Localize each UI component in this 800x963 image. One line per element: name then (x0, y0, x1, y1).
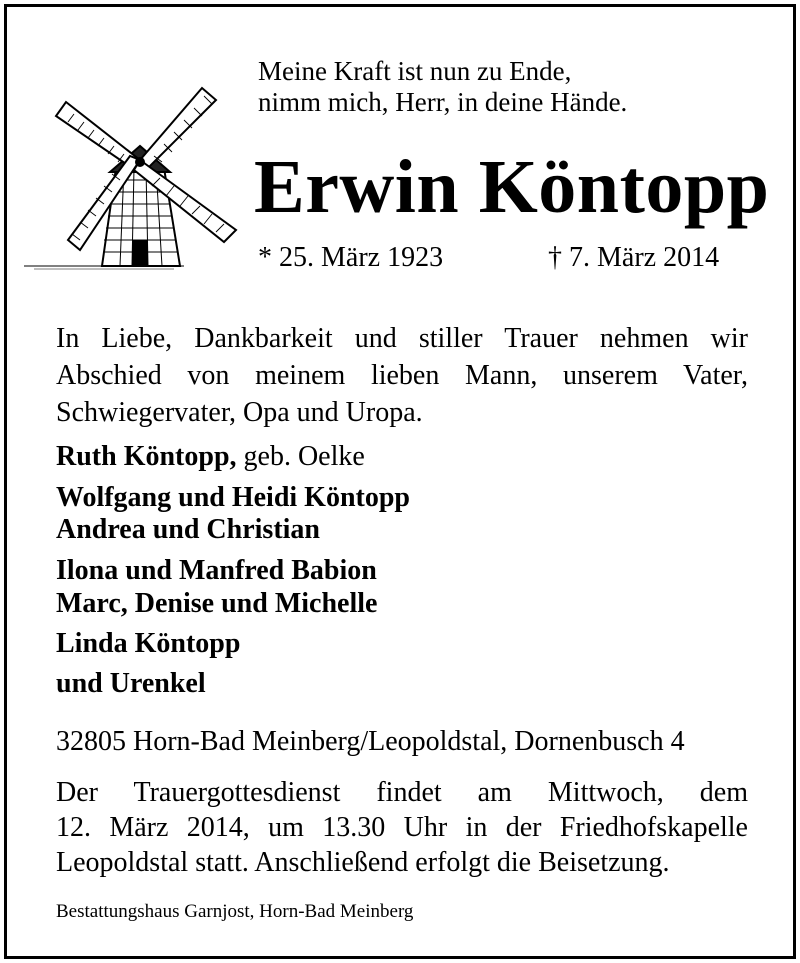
verse-line-2: nimm mich, Herr, in deine Hände. (258, 87, 628, 117)
family-line-2-text: Wolfgang und Heidi Köntopp (56, 482, 411, 513)
family-line-5 (56, 587, 377, 621)
family-line-4 (56, 554, 377, 588)
intro-line-1: In Liebe, Dankbarkeit und stiller Trauer nehmen wir (56, 323, 748, 354)
spouse-maiden-name: geb. Oelke (236, 441, 365, 472)
verse-line-1: Meine Kraft ist nun zu Ende, (258, 56, 572, 86)
family-spouse (56, 440, 365, 474)
family-line-5-text: Marc, Denise und Michelle (56, 588, 378, 619)
family-line-6 (56, 627, 240, 661)
service-line-2: 12. März 2014, um 13.30 Uhr in der Friedhofskapelle (56, 812, 748, 843)
intro-line-2: Abschied von meinem lieben Mann, unserem Vater, (56, 360, 748, 391)
address: 32805 Horn-Bad Meinberg/Leopoldstal, Dornenbusch 4 (56, 726, 685, 757)
family-line-6-text: Linda Köntopp (56, 628, 241, 659)
family-line-7-text: und Urenkel (56, 668, 206, 699)
family-line-7 (56, 667, 206, 701)
intro-text (56, 320, 748, 431)
family-line-4-text: Ilona und Manfred Babion (56, 555, 377, 586)
service-line-1: Der Trauergottesdienst findet am Mittwoch, dem (56, 777, 748, 808)
family-line-2 (56, 481, 410, 515)
family-line-3 (56, 513, 320, 547)
verse (258, 56, 627, 118)
intro-line-3: Schwiegervater, Opa und Uropa. (56, 397, 423, 428)
deceased-name: Erwin Köntopp (254, 145, 770, 229)
service-text (56, 775, 748, 880)
death-date: † 7. März 2014 (548, 242, 720, 273)
family-line-3-text: Andrea und Christian (56, 514, 321, 545)
undertaker: Bestattungshaus Garnjost, Horn-Bad Meinberg (56, 901, 414, 922)
service-line-3: Leopoldstal statt. Anschließend erfolgt die Beisetzung. (56, 847, 670, 878)
spouse-name: Ruth Köntopp, (56, 441, 237, 472)
birth-date: * 25. März 1923 (258, 242, 444, 273)
windmill-icon (24, 80, 254, 275)
